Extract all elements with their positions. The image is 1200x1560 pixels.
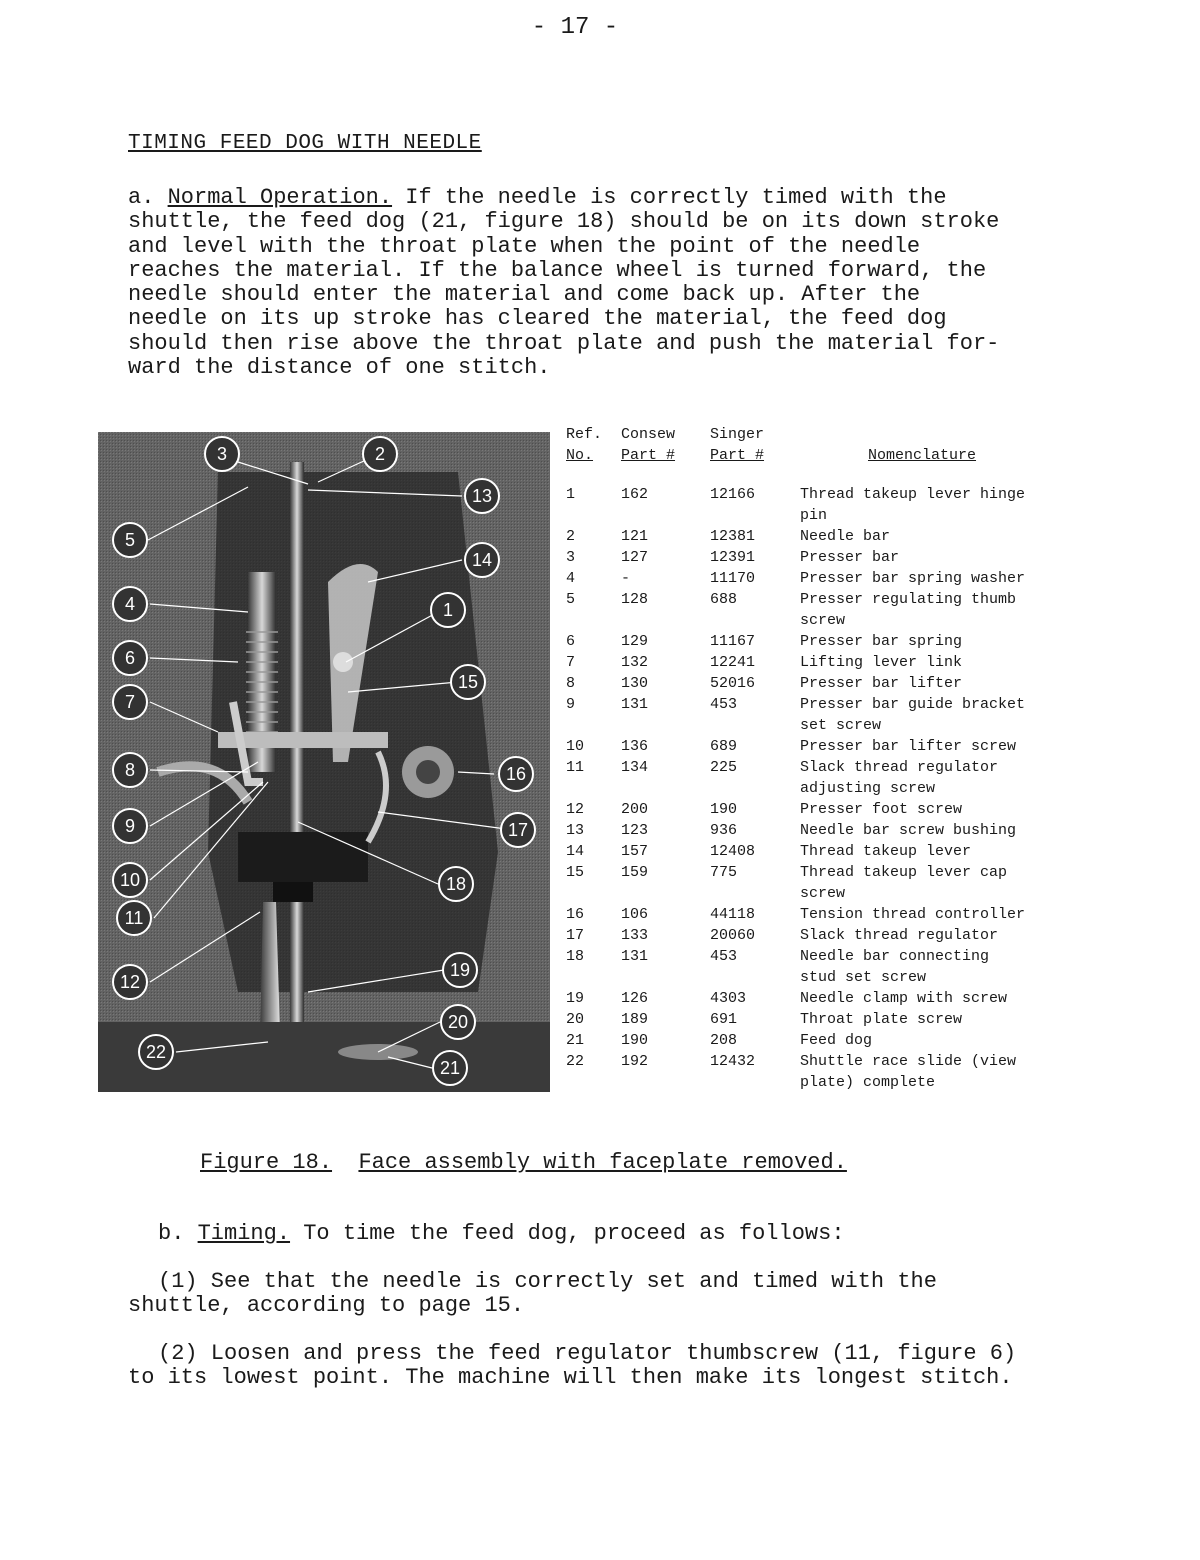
consew-part-cell: 123: [621, 822, 649, 839]
consew-part-cell: 130: [621, 675, 649, 692]
nomenclature-cell: [800, 589, 1086, 631]
singer-part-cell: 11167: [710, 633, 756, 650]
caption-label: Figure 18.: [200, 1150, 333, 1175]
header-consew-line1: Consew: [621, 426, 676, 443]
table-row: [566, 946, 1086, 988]
page-number: - 17 -: [531, 14, 619, 41]
nomenclature-cell: [800, 1051, 1086, 1093]
callout-number: 10: [119, 870, 141, 890]
nomenclature-line: Presser bar spring: [800, 633, 963, 650]
nomenclature-line: Slack thread regulator: [800, 927, 999, 944]
nomenclature-cell: [800, 757, 1086, 799]
singer-part-cell: 12408: [710, 843, 756, 860]
nomenclature-cell: [800, 988, 1086, 1009]
singer-part-cell: 12391: [710, 549, 756, 566]
table-row: [566, 694, 1086, 736]
singer-part-cell: 936: [710, 822, 738, 839]
nomenclature-cell: [800, 925, 1086, 946]
callout-number: 7: [124, 692, 136, 712]
ref-cell: 10: [566, 738, 585, 755]
callout-number: 6: [124, 648, 136, 668]
callout-number: 13: [471, 486, 493, 506]
ref-cell: 17: [566, 927, 585, 944]
consew-part-cell: 192: [621, 1053, 649, 1070]
table-row: [566, 841, 1086, 862]
nomenclature-line: Thread takeup lever: [800, 843, 972, 860]
nomenclature-line-continued: adjusting screw: [800, 780, 936, 797]
nomenclature-cell: [800, 862, 1086, 904]
callout-number: 14: [471, 550, 493, 570]
nomenclature-cell: [800, 820, 1086, 841]
nomenclature-cell: [800, 736, 1086, 757]
table-row: [566, 1051, 1086, 1093]
table-body: [566, 484, 1086, 1093]
nomenclature-cell: [800, 631, 1086, 652]
nomenclature-line: Tension thread controller: [800, 906, 1026, 923]
nomenclature-line: Throat plate screw: [800, 1011, 963, 1028]
paragraph-title: Normal Operation.: [167, 185, 393, 210]
consew-part-cell: 131: [621, 696, 649, 713]
consew-part-cell: 121: [621, 528, 649, 545]
table-row: [566, 736, 1086, 757]
caption-text: Face assembly with faceplate removed.: [358, 1150, 847, 1175]
paragraph-step-1: (1) See that the needle is correctly set and timed with the shuttle, according to page 15.: [128, 1269, 937, 1319]
ref-cell: 8: [566, 675, 576, 692]
callout-number: 3: [216, 444, 228, 464]
table-row: [566, 988, 1086, 1009]
ref-cell: 6: [566, 633, 576, 650]
singer-part-cell: 12166: [710, 486, 756, 503]
consew-part-cell: 131: [621, 948, 649, 965]
ref-cell: 5: [566, 591, 576, 608]
header-singer-line2: Part #: [710, 447, 765, 464]
singer-part-cell: 453: [710, 948, 738, 965]
consew-part-cell: 126: [621, 990, 649, 1007]
face-assembly-photo: [98, 432, 550, 1092]
callout-number: 17: [507, 820, 529, 840]
header-ref: [566, 424, 602, 466]
paragraph-step-2: (2) Loosen and press the feed regulator thumbscrew (11, figure 6) to its lowest point. The machine will then make its longest stitch.: [128, 1341, 1017, 1391]
paragraph-text: To time the feed dog, proceed as follows:: [290, 1221, 845, 1246]
callout-number: 8: [124, 760, 136, 780]
singer-part-cell: 12381: [710, 528, 756, 545]
header-consew: [621, 424, 675, 466]
callout-number: 22: [145, 1042, 167, 1062]
nomenclature-cell: [800, 799, 1086, 820]
nomenclature-line: Slack thread regulator: [800, 759, 999, 776]
ref-cell: 13: [566, 822, 585, 839]
consew-part-cell: -: [621, 570, 631, 587]
nomenclature-cell: [800, 568, 1086, 589]
consew-part-cell: 200: [621, 801, 649, 818]
header-singer-line1: Singer: [710, 426, 765, 443]
nomenclature-line: Thread takeup lever hinge: [800, 486, 1026, 503]
singer-part-cell: 453: [710, 696, 738, 713]
ref-cell: 21: [566, 1032, 585, 1049]
nomenclature-cell: [800, 652, 1086, 673]
singer-part-cell: 190: [710, 801, 738, 818]
callout-number: 18: [445, 874, 467, 894]
callout-number: 5: [124, 530, 136, 550]
table-row: [566, 820, 1086, 841]
singer-part-cell: 688: [710, 591, 738, 608]
consew-part-cell: 132: [621, 654, 649, 671]
nomenclature-line-continued: set screw: [800, 717, 882, 734]
nomenclature-cell: [800, 694, 1086, 736]
nomenclature-line: Presser bar lifter: [800, 675, 963, 692]
table-row: [566, 925, 1086, 946]
consew-part-cell: 190: [621, 1032, 649, 1049]
nomenclature-line: Presser foot screw: [800, 801, 963, 818]
callout-number: 16: [505, 764, 527, 784]
consew-part-cell: 189: [621, 1011, 649, 1028]
nomenclature-cell: [800, 841, 1086, 862]
callout-number: 20: [447, 1012, 469, 1032]
ref-cell: 12: [566, 801, 585, 818]
callout-number: 19: [449, 960, 471, 980]
nomenclature-line: Presser bar guide bracket: [800, 696, 1026, 713]
consew-part-cell: 129: [621, 633, 649, 650]
paragraph-title: Timing.: [197, 1221, 291, 1246]
header-ref-line1: Ref.: [566, 426, 603, 443]
callout-number: 21: [439, 1058, 461, 1078]
consew-part-cell: 106: [621, 906, 649, 923]
nomenclature-line: Needle clamp with screw: [800, 990, 1008, 1007]
nomenclature-line-continued: screw: [800, 885, 846, 902]
callout-number: 15: [457, 672, 479, 692]
nomenclature-cell: [800, 1009, 1086, 1030]
table-row: [566, 589, 1086, 631]
header-ref-line2: No.: [566, 447, 594, 464]
consew-part-cell: 133: [621, 927, 649, 944]
paragraph-text: If the needle is correctly timed with the shuttle, the feed dog (21, figure 18) should be on its down stroke and level with the throat plate when the point of the needle reaches the material. If the balance wheel is turned forward, the needle should enter the material and come back up. After the needle on its up stroke has cleared the material, the feed dog should then rise above the throat plate and push the material for- ward the distance of one stitch.: [128, 185, 1000, 381]
nomenclature-line: Needle bar: [800, 528, 891, 545]
nomenclature-cell: [800, 547, 1086, 568]
table-row: [566, 1030, 1086, 1051]
ref-cell: 11: [566, 759, 585, 776]
singer-part-cell: 12241: [710, 654, 756, 671]
nomenclature-line: Presser regulating thumb: [800, 591, 1017, 608]
singer-part-cell: 12432: [710, 1053, 756, 1070]
ref-cell: 3: [566, 549, 576, 566]
singer-part-cell: 11170: [710, 570, 756, 587]
consew-part-cell: 127: [621, 549, 649, 566]
nomenclature-line: Shuttle race slide (view: [800, 1053, 1017, 1070]
nomenclature-cell: [800, 673, 1086, 694]
ref-cell: 2: [566, 528, 576, 545]
callout-number: 2: [374, 444, 386, 464]
nomenclature-cell: [800, 1030, 1086, 1051]
singer-part-cell: 44118: [710, 906, 756, 923]
nomenclature-line-continued: pin: [800, 507, 828, 524]
ref-cell: 18: [566, 948, 585, 965]
figure-caption: [200, 1150, 847, 1175]
header-singer: [710, 424, 764, 466]
table-header: [566, 424, 1086, 470]
header-nomenclature: Nomenclature: [867, 447, 977, 464]
nomenclature-line-continued: stud set screw: [800, 969, 927, 986]
consew-part-cell: 159: [621, 864, 649, 881]
table-row: [566, 862, 1086, 904]
table-row: [566, 652, 1086, 673]
callout-number: 12: [119, 972, 141, 992]
table-row: [566, 757, 1086, 799]
nomenclature-line-continued: plate) complete: [800, 1074, 936, 1091]
ref-cell: 9: [566, 696, 576, 713]
nomenclature-line: Thread takeup lever cap: [800, 864, 1008, 881]
table-row: [566, 799, 1086, 820]
paragraph-label: b.: [158, 1221, 198, 1246]
parts-table: [566, 424, 1086, 1093]
nomenclature-cell: [800, 904, 1086, 925]
singer-part-cell: 689: [710, 738, 738, 755]
callout-number: 1: [442, 600, 454, 620]
nomenclature-line: Needle bar connecting: [800, 948, 990, 965]
table-row: [566, 1009, 1086, 1030]
header-consew-line2: Part #: [621, 447, 676, 464]
consew-part-cell: 157: [621, 843, 649, 860]
nomenclature-line: Lifting lever link: [800, 654, 963, 671]
singer-part-cell: 20060: [710, 927, 756, 944]
ref-cell: 19: [566, 990, 585, 1007]
singer-part-cell: 4303: [710, 990, 747, 1007]
nomenclature-line: Presser bar lifter screw: [800, 738, 1017, 755]
callout-number: 9: [124, 816, 136, 836]
callout-number: 11: [124, 908, 144, 928]
singer-part-cell: 225: [710, 759, 738, 776]
table-row: [566, 526, 1086, 547]
nomenclature-line: Feed dog: [800, 1032, 873, 1049]
paragraph-normal-operation: [128, 186, 1088, 380]
nomenclature-line: Presser bar: [800, 549, 900, 566]
ref-cell: 22: [566, 1053, 585, 1070]
nomenclature-line: Presser bar spring washer: [800, 570, 1026, 587]
nomenclature-cell: [800, 526, 1086, 547]
singer-part-cell: 208: [710, 1032, 738, 1049]
paragraph-timing: [158, 1222, 1118, 1246]
singer-part-cell: 691: [710, 1011, 738, 1028]
table-row: [566, 484, 1086, 526]
nomenclature-line: Needle bar screw bushing: [800, 822, 1017, 839]
ref-cell: 16: [566, 906, 585, 923]
singer-part-cell: 52016: [710, 675, 756, 692]
table-row: [566, 904, 1086, 925]
consew-part-cell: 128: [621, 591, 649, 608]
nomenclature-line-continued: screw: [800, 612, 846, 629]
section-heading: TIMING FEED DOG WITH NEEDLE: [128, 132, 482, 155]
ref-cell: 15: [566, 864, 585, 881]
table-row: [566, 568, 1086, 589]
table-row: [566, 631, 1086, 652]
ref-cell: 14: [566, 843, 585, 860]
ref-cell: 20: [566, 1011, 585, 1028]
ref-cell: 4: [566, 570, 576, 587]
consew-part-cell: 162: [621, 486, 649, 503]
ref-cell: 1: [566, 486, 576, 503]
ref-cell: 7: [566, 654, 576, 671]
consew-part-cell: 134: [621, 759, 649, 776]
table-row: [566, 673, 1086, 694]
callout-number: 4: [124, 594, 136, 614]
paragraph-label: a.: [128, 185, 168, 210]
nomenclature-cell: [800, 484, 1086, 526]
table-row: [566, 547, 1086, 568]
singer-part-cell: 775: [710, 864, 738, 881]
consew-part-cell: 136: [621, 738, 649, 755]
nomenclature-cell: [800, 946, 1086, 988]
